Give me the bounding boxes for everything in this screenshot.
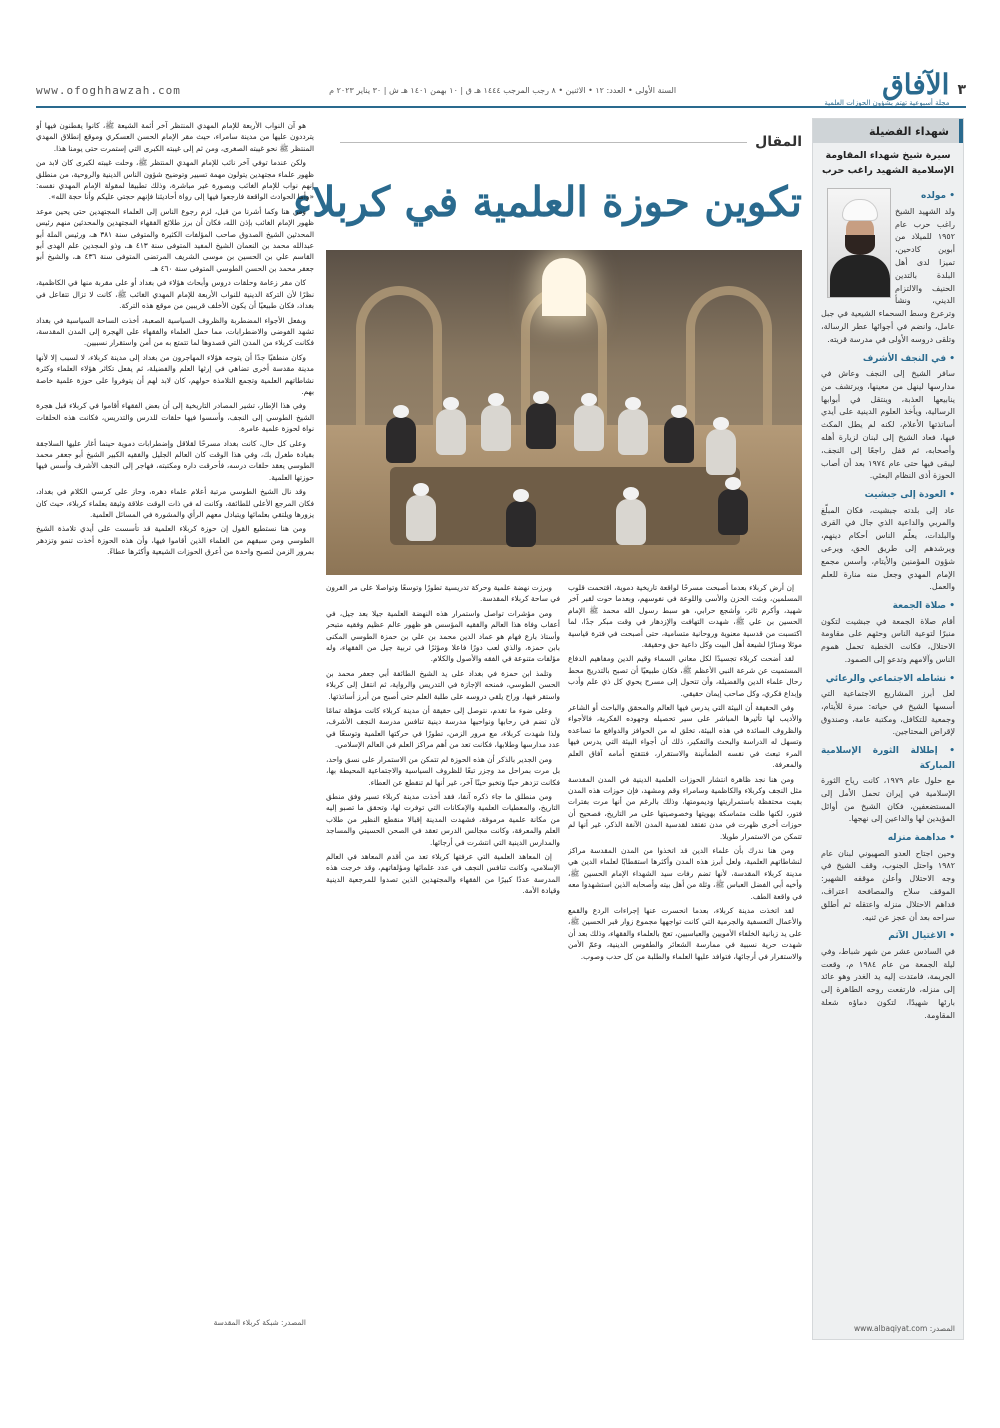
sidebar-section-raid: • مداهمة منزله: [887, 833, 955, 844]
martyr-portrait: [827, 188, 891, 298]
window-light: [542, 258, 586, 316]
sidebar-section-revolution: • إطلالة الثورة الإسلامية المباركة: [821, 746, 955, 771]
paragraph: وتلمذ ابن حمزة في بغداد على يد الشيخ الطائفة أبي جعفر محمد بن الحسن الطوسي، فمنحه الإجازة في التدريس والرواية، ثم انتقل إلى كربلاء واستقر فيها، وراح يلقي دروسه على طلبة العلم حتى أصبح من أبرز أساتذتها.: [326, 668, 560, 701]
paragraph: وعلى ضوء ما تقدم، نتوصل إلى حقيقة أن مدينة كربلاء كانت مؤهلة تمامًا لأن تضم في رحابها ونواحيها مدرسة دينية تنافس مدرسة النجف الأشرف، ولذا شهدت كربلاء، مع مرور الزمن، تطورًا في حركتها العلمية وتوسعًا في عدد مدارسها وطلابها، فكانت تعد من أهم مراكز العلم في العالم الإسلامي.: [326, 706, 560, 750]
paragraph: وبرزت نهضة علمية وحركة تدريسية تطورًا وتوسعًا وتواصلا على مر القرون في ساحة كربلاء المقدسة.: [326, 583, 560, 604]
section-label: المقال: [340, 134, 802, 150]
sidebar-paragraph: لعل أبرز المشاريع الاجتماعية التي أسسها الشيخ في حياته: مبرة للأيتام، وجمعية للتكافل، ومكتبة عامة، وصندوق لإقراض المحتاجين.: [821, 689, 955, 737]
sidebar-body: [813, 182, 963, 1022]
sidebar-paragraph: ولد الشهيد الشيخ راغب حرب عام ١٩٥٢ للميلاد من أبوين كادحين، تميزا لدى أهل البلدة بالتدين الحنيف والالتزام الديني، ونشأ وترعرع وسط السحماء الشيعية في جبل عامل، وانضم في أجوائها عطر الرسالة، وتلقى دروسه الأولى في مدرسة قريته.: [821, 206, 955, 344]
issue-line: السنة الأولى • العدد: ١٢ • الاثنين • ٨ رجب المرجب ١٤٤٤ هـ ق | ١٠ بهمن ١٤٠١ هـ ش | ٣٠ يناير ٢٠٢٣ م: [329, 85, 677, 95]
paragraph: وبفعل الأجواء المضطربة والظروف السياسية الصعبة، أخذت الساحة السياسية في بغداد تشهد الفوضى والاضطرابات، مما حمل العلماء والفقهاء على الهجرة إلى المدن المقدسة، فكانت كربلاء من المدن التي قصدوها لما تتمتع به من أمن واستقرار نسبيين.: [36, 315, 314, 348]
paragraph: ومن هنا نجد ظاهرة انتشار الحوزات العلمية الدينية في المدن المقدسة مثل النجف وكربلاء والكاظمية وسامراء وقم ومشهد، فإن حوزات هذه المدن بقيت محتفظة باستمراريتها وديمومتها، وذلك بالرغم من أنها مرت بفترات فتور، لكنها ظلت متماسكة بهويتها وخصوصيتها على مر التاريخ، فصحيح أن حوزات أخرى ظهرت في مدن تفتقد لقدسية المدن الآنفة الذكر، غير أنها لم تتمكن من الاستمرار طويلا.: [568, 774, 802, 841]
sidebar-title: سيرة شيخ شهداء المقاومة الإسلامية الشهيد راغب حرب: [821, 150, 955, 176]
paragraph: وفي هذا الإطار، تشير المصادر التاريخية إلى أن بعض الفقهاء أقاموا في كربلاء قبل هجرة الشيخ الطوسي إلى النجف، وأسسوا فيها حلقات للدرس والتدريس، فكانت هذه الحلقات نواة لحوزة علمية عامرة.: [36, 401, 314, 434]
sidebar-martyrs: [812, 118, 964, 1340]
article-column-middle: [326, 582, 560, 1322]
article-title: تكوين حوزة العلمية في كربلاء: [292, 178, 802, 226]
paragraph: ومن هنا ندرك بأن علماء الدين قد اتخذوا من المدن المقدسة مراكز لنشاطاتهم العلمية، ولعل أبرز هذه المدن وأكثرها استقطابًا لعلماء الدين هي مدينة كربلاء المقدسة، لأنها تضم رفات سيد الشهداء الإمام الحسين ﷺ، وأخيه أبي الفضل العباس ﷺ، وثلة من أهل بيته وأصحابه الذين استشهدوا معه في واقعة الطف.: [568, 845, 802, 901]
sidebar-section-friday: • صلاة الجمعة: [892, 601, 955, 612]
article-photo: [326, 250, 802, 575]
sidebar-section-birth: • مولده: [921, 191, 955, 202]
masthead-logo: [824, 68, 966, 109]
paragraph: ومن هنا نستطيع القول إن حوزة كربلاء العلمية قد تأسست على أيدي تلامذة الشيخ الطوسي ومن سبقهم من العلماء الذين أقاموا فيها، وأن هذه الحوزة أخذت تنمو وتزدهر بمرور الزمن لتصبح واحدة من أعرق الحوزات الشيعية وأكثرها عطاءً.: [36, 524, 314, 557]
paragraph: وقد نال الشيخ الطوسي مرتبة أعلام علماء دهره، وحاز على كرسي الكلام في بغداد، فكان المرجع الأعلى للطائفة، وكانت له في ذات الوقت علاقة وثيقة بعلماء كربلاء، حيث كان يزورها ويلتقي بعلمائها ويتبادل معهم الرأي والمشورة في المسائل العلمية.: [36, 487, 314, 519]
sidebar-section-najaf: • في النجف الأشرف: [862, 353, 955, 364]
sidebar-section-social: • نشاطه الاجتماعي والرعائي: [825, 673, 955, 684]
sidebar-paragraph: في السادس عشر من شهر شباط، وفي ليلة الجمعة من عام ١٩٨٤ م، وقعت الجريمة، فامتدت إليه يد الغدر وهو عائد إلى منزله، فارتفعت روحه الطاهرة إلى بارئها شهيدًا، لتكون دماؤه شعلة المقاومة.: [821, 946, 955, 1020]
paragraph: ومن منطلق ما جاء ذكره آنفا، فقد أخذت مدينة كربلاء تسير وفق منطق التاريخ، والمعطيات العلمية والإمكانات التي توفرت لها، وتحقق ما تصبو إليه من مكانة علمية مرموقة، فشهدت المدينة إقبالا منقطع النظير من طلاب العلم والمعرفة، وكانت مجالس الدرس تعقد في الصحن الحسيني والمساجد والمدارس الدينية التي انتشرت في أرجائها.: [326, 791, 560, 847]
paragraph: وفي الحقيقة أن البيئة التي يدرس فيها العالم والمحقق والباحث أو الشاعر والأديب لها تأثيرها المباشر على سير تحصيله وجهوده الفكرية، فالأجواء والظروف السائدة في هذه البيئة، تخلق له من الحوافز والدوافع ما تساعده وتسهل له الدراسة والبحث والتفكير، ذلك أن أجواء البيئة التي يدرس فيها المرء تبعث في نفسه الطمأنينة والاستقرار، فتتفتح أمامه آفاق العلم والمعرفة.: [568, 703, 802, 770]
sidebar-paragraph: مع حلول عام ١٩٧٩، كانت رياح الثورة الإسلامية في إيران تحمل الأمل إلى المستضعفين، فكان الشيخ من أوائل المؤيدين لها والداعين إلى نهجها.: [821, 776, 955, 824]
sidebar-paragraph: وحين اجتاح العدو الصهيوني لبنان عام ١٩٨٢ واحتل الجنوب، وقف الشيخ في وجه الاحتلال وأعلن موقفه الشهير: الموقف سلاح والمصافحة اعتراف، فداهم الاحتلال منزله واعتقله ثم أطلق سراحه بعد أن عجز عن ثنيه.: [821, 848, 955, 922]
sidebar-paragraph: عاد إلى بلدته جبشيت، فكان المبلّغ والمربي والداعية الذي جال في القرى والبلدات، يعلّم الناس أحكام دينهم، ويرشدهم إلى طريق الحق، ويرعى شؤون المؤمنين والأيتام، وأسس مجمع الإمام المهدي وجعل منه منارة للعلم والعمل.: [821, 505, 955, 592]
logo-wordmark: الآفاق: [882, 68, 950, 102]
paragraph: ولكن عندما توفي آخر نائب للإمام المهدي المنتظر ﷺ، وحلت غيبته لكبرى كان لابد من ظهور علماء مجتهدين يتولون مهمة تسيير وتوضيح شؤون الناس الدينية والروحية، من منطلق إنهم نواب للإمام الغائب وبصورة غير مباشرة، وذلك تطبيقا لمقولة الإمام المهدي نفسه: «وأما الحوادث الواقعة فارجعوا فيها إلى رواة أحاديثنا فإنهم حجتي عليكم وأنا حجة الله».: [36, 158, 314, 202]
paragraph: إن أرض كربلاء بعدما أصبحت مسرحًا لواقعة تاريخية دموية، اقتحمت قلوب المسلمين، وبثت الحزن والأسى واللوعة في نفوسهم، وبعدما حوت لقبر آخر شهيد، وأكرم ثائر، وأشجع حرابي، هو سبط رسول الله محمد ﷺ الإمام الحسين بن علي ﷺ، شهدت التهافت والإزدهار في وقت مبكر جدًا، لما اكتسبت من قدسية معنوية وروحانية متسامية، حتى أصبحت في فترة قياسية موئلا ومنارًا لشيعة أهل البيت وكل داعية حق وحقيقة.: [568, 583, 802, 650]
photo-credit: المصدر: شبكة كربلاء المقدسة: [213, 1318, 306, 1327]
sidebar-section-return: • العودة إلى جبشيت: [864, 490, 955, 501]
paragraph: ومن مؤشرات تواصل واستمرار هذه النهضة العلمية جيلا بعد جيل، في أعقاب وفاة هذا العالم والفقيه المؤسس هو ظهور عالم عظيم وفقيه متبحر وأستاذ بارع فهام هو عماد الدين محمد بن علي بن حمزة الطوسي المكنى بابن حمزة، والذي لعب دورًا فاعلا ومؤثرًا في تربية جيل من الفقهاء، وله مؤلفات متنوعة في الفقه والأصول والكلام.: [326, 608, 560, 664]
article-column-right: [568, 582, 802, 1322]
paragraph: لقد أضحت كربلاء تجسيدًا لكل معاني السماء وقيم الدين ومفاهيم الدفاع المستميت عن شرعة النبي الأعظم ﷺ، فكان طبيعيًا أن تصبح بالتدريج محط رحال علماء الدين والفضيلة، وأن تتحول إلى مسرح يحوي كل ذي علم وأدب وإبداع فكري، وكل صاحب إيمان حقيقي.: [568, 654, 802, 698]
sidebar-paragraph: أقام صلاة الجمعة في جبشيت لتكون منبرًا لتوعية الناس وحثهم على مقاومة الاحتلال، فكانت الخطبة تحمل هموم الناس وآلامهم وتدعو إلى الصمود.: [821, 616, 955, 664]
paragraph: وكان منطقيًا جدًا أن يتوجه هؤلاء المهاجرون من بغداد إلى مدينة كربلاء، لا لسبب إلا لأنها مدينة مقدسة أخرى تضاهي في إرثها العلم والفضيلة، ثم يفعل تكاثر هؤلاء العلماء وكثرة نشاطاتهم العلمية وتجمع التلامذة حولهم، كان لابد لهم أن يتوفروا على حوزة علمية خاصة بهم.: [36, 352, 314, 396]
sidebar-paragraph: سافر الشيخ إلى النجف وعاش في مدارسها لينهل من معينها، ويرتشف من ينابيعها العذبة، وينتقل في أبوابها الرسالية، ويأخذ العلوم الدينية على أيدي أساتذتها الأعلام، لكنه لم يطل المكث فيها، فعاد الشيخ إلى لبنان لزيارة أهله وأصحابه، ثم قفل راجعًا إلى النجف، ليبقى فيها حتى عام ١٩٧٤ بعد أن أصاب الحوزة أذى النظام البعثي.: [821, 368, 955, 481]
paragraph: وعلى كل حال، كانت بغداد مسرحًا لقلاقل وإضطرابات دموية حينما أغار عليها السلاجقة بقيادة طغرل بك، وفي هذا الوقت كان العالم الجليل والفقيه الكبير الشيخ أبو جعفر محمد الطوسي يعقد حلقات درسه، فأحرقت داره ومكتبته، فهاجر إلى النجف الأشرف وأسس فيها حوزتها العلمية.: [36, 438, 314, 482]
sidebar-heading: شهداء الفضيلة: [813, 119, 963, 143]
sidebar-section-martyrdom: • الاغتيال الآثم: [888, 931, 955, 942]
paragraph: ومن الجدير بالذكر أن هذه الحوزة لم تتمكن من الاستمرار على نسق واحد، بل مرت بمراحل مد وجزر تبعًا للظروف السياسية والاجتماعية المحيطة بها، فكانت تزدهر حينًا وتخبو حينًا آخر، غير أنها لم تنقطع عن العطاء.: [326, 754, 560, 787]
paragraph: كان مقر زعامة وحلقات دروس وأبحاث هؤلاء في بغداد أو على مقربة منها في الكاظمية، نظرًا لأن التركة الدينية للنواب الأربعة للإمام المهدي الغائب ﷺ، كانت لا تزال تتفاعل في بغداد، فكان طبيعيًا أن يكون الأخلف قريبين من موقع هذه التركة.: [36, 278, 314, 311]
site-url[interactable]: www.ofoghhawzah.com: [36, 83, 181, 97]
page-header: [36, 68, 966, 108]
paragraph: إن المعاهد العلمية التي عرفتها كربلاء تعد من أقدم المعاهد في العالم الإسلامي، وكانت تنافس النجف في عدد علمائها ومؤلفاتهم، وقد خرجت هذه المدرسة عددًا كبيرًا من الفقهاء والمجتهدين الذين تصدوا للمرجعية الدينية وقيادة الأمة.: [326, 851, 560, 896]
article-column-left: [36, 120, 314, 1310]
paragraph: لقد اتخذت مدينة كربلاء، بعدما انحسرت عنها إجراءات الردع والقمع والأعمال التعسفية والجرمية التي كانت تواجهها مجموع زوار قبر الحسين ﷺ، على يد زبانية الخلفاء الأمويين والعباسيين، تعج بالعلماء والفقهاء، وذلك بعد أن شهدت حرية نسبية في ممارسة الشعائر والطقوس الدينية، وعمّ الأمن والاستقرار في أرجائها، فتوافد عليها العلماء والطلبة من كل حدب وصوب.: [568, 905, 802, 961]
page-number: ٣: [957, 82, 966, 98]
paragraph: ومن هنا وكما أشرنا من قبل، لزم رجوع الناس إلى العلماء المجتهدين حتى يحين موعد ظهور الإمام الغائب بإذن الله، فكان أن برز طلائع الفقهاء المجتهدين والمحدثين منهم رئيس المحدثين الشيخ الصدوق صاحب المؤلفات الكثيرة والمتوفى سنة ٣٨١ هـ، ورئيس الملة أبو عبدالله محمد بن النعمان الشيخ المفيد المتوفى سنة ٤١٣ هـ، وذو المجدين علم الهدى أبو القاسم علي بن الحسين بن موسى الشريف المرتضى المتوفى سنة ٤٣٦ هـ، والشيخ أبو جعفر محمد بن الحسن الطوسي المتوفى سنة ٤٦٠ هـ.: [36, 206, 314, 273]
paragraph: هو آن النواب الأربعة للإمام المهدي المنتظر آخر أئمة الشيعة ﷺ، كانوا يقطنون فيها أو يترددون عليها من مدينة سامراء، حيث مقر الإمام الحسن العسكري وموقع إنطلاق المهدي المنتظر ﷺ نحو غيبته الصغرى، ومن ثم إلى غيبته الكبرى التي إستمرت حتى يومنا هذا.: [36, 121, 314, 153]
sidebar-source: المصدر: www.albaqiyat.com: [853, 1324, 955, 1333]
logo-subtitle: مجلة أسبوعية تهتم بشؤون الحوزات العلمية: [824, 99, 950, 108]
